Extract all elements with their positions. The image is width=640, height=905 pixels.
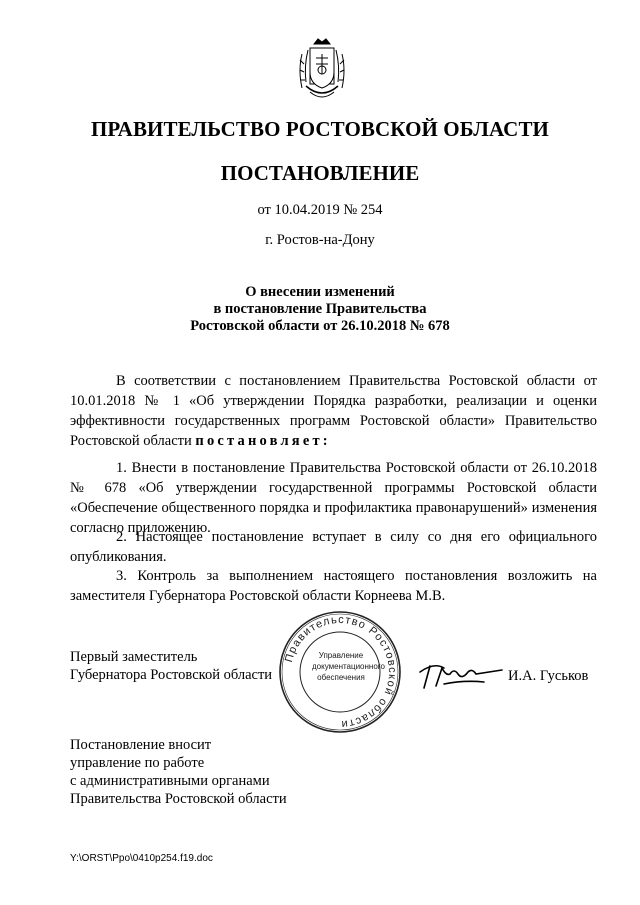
stamp-center-line: Управление [318, 651, 364, 660]
subject-line: Ростовской области от 26.10.2018 № 678 [190, 318, 450, 334]
subject-line: О внесении изменений [245, 284, 395, 300]
document-type-title: ПОСТАНОВЛЕНИЕ [220, 161, 420, 185]
signer-position [70, 648, 272, 684]
submitter-note-line: с административными органами [70, 773, 270, 789]
signer-position-line: Губернатора Ростовской области [70, 667, 273, 683]
submitter-note-line: управление по работе [70, 755, 205, 771]
submitter-note-line: Правительства Ростовской области [70, 791, 287, 807]
subject-line: в постановление Правительства [213, 301, 427, 317]
preamble-paragraph [70, 371, 597, 451]
document-subject [0, 284, 640, 335]
signer-position-line: Первый заместитель [70, 649, 198, 665]
submitter-note-line: Постановление вносит [70, 737, 212, 753]
item-3-paragraph: 3. Контроль за выполнением настоящего постановления возложить на заместителя Губернатора Ростовской области Корнеева М.В. [70, 568, 597, 604]
file-path-footer: Y:\ORST\Ppo\0410p254.f19.doc [70, 853, 213, 864]
stamp-ring-text: Правительство Ростовской области [283, 613, 399, 731]
item-1-paragraph: 1. Внести в постановление Правительства Ростовской области от 26.10.2018 № 678 «Об утверждении государственной программы Ростовской области «Обеспечение общественного порядка и профилактика правонарушений» изменения согласно приложению. [70, 460, 597, 536]
stamp-center-line: обеспечения [317, 673, 365, 682]
stamp-center-text [312, 650, 385, 683]
item-2-paragraph: 2. Настоящее постановление вступает в силу со дня его официального опубликования. [70, 529, 597, 565]
signer-name: И.А. Гуськов [508, 668, 589, 684]
preamble-keyword: постановляет: [195, 433, 331, 449]
coat-of-arms-emblem [296, 36, 348, 104]
official-stamp [276, 610, 404, 734]
document-date-number: от 10.04.2019 № 254 [257, 202, 383, 218]
document-place: г. Ростов-на-Дону [265, 232, 375, 248]
preamble-text: В соответствии с постановлением Правительства Ростовской области от 10.01.2018 № 1 «Об утверждении Порядка разработки, реализации и оценки эффективности государственных программ Ростовской области» Правительство Ростовской области [70, 373, 597, 449]
organization-title: ПРАВИТЕЛЬСТВО РОСТОВСКОЙ ОБЛАСТИ [91, 117, 549, 141]
submitter-note [70, 736, 287, 808]
handwritten-signature [414, 658, 506, 694]
stamp-center-line: документационного [312, 662, 385, 671]
